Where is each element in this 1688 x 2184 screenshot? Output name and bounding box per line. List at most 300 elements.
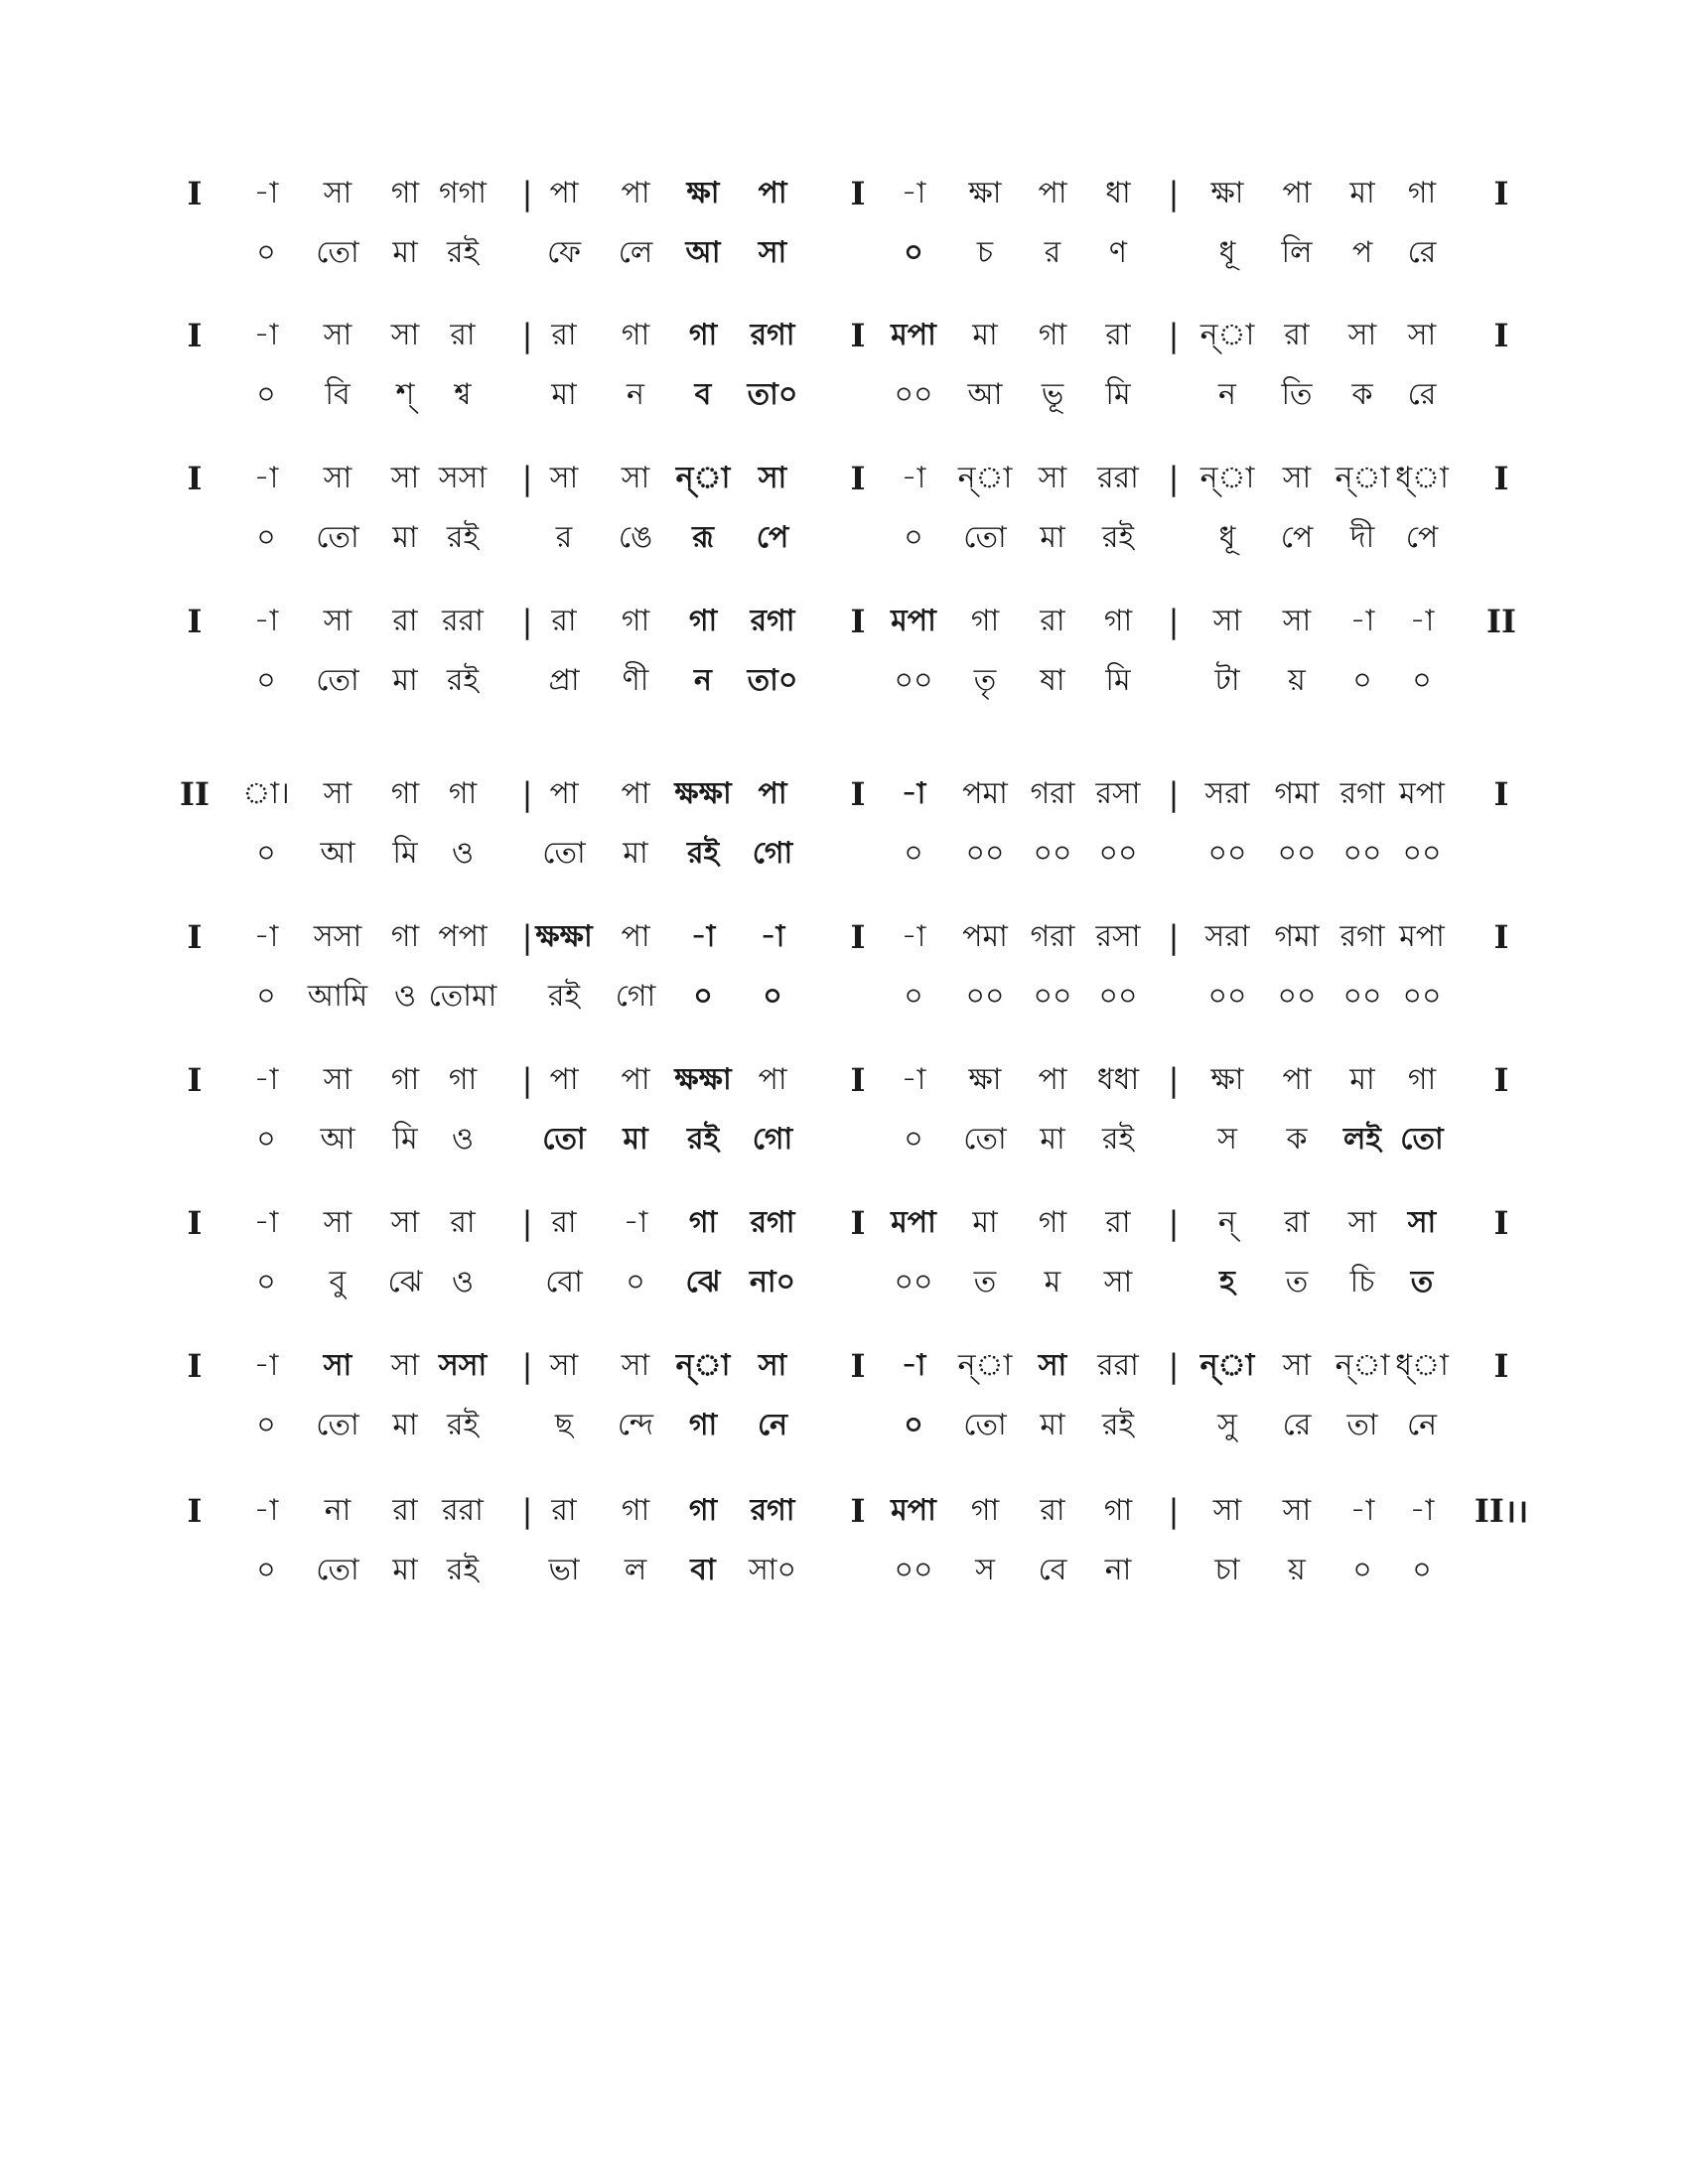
swara-note: পা [1038,1062,1067,1097]
bar-mark-start: II [180,775,210,813]
swara-note: ক্ষা [968,1062,1002,1097]
lyric-syllable: ০ [626,1265,645,1299]
lyric-syllable: ০ [904,235,923,270]
lyric-syllable: সু [1217,1408,1237,1442]
swara-note: ররা [442,1493,484,1528]
swara-note: পা [549,176,579,210]
lyric-syllable: তো [963,520,1007,555]
lyric-syllable: রই [686,1122,720,1157]
swara-note: গা [621,604,650,638]
swara-note: গরা [1030,776,1075,811]
lyric-syllable: ০ [256,235,276,270]
swara-note: রা [392,604,418,638]
lyric-syllable: ০০ [894,377,933,412]
swara-note: ধ্া [1395,1348,1449,1383]
lyric-syllable: ভা [548,1553,580,1587]
swara-note: সা [1407,318,1437,352]
swara-note: মা [972,1205,998,1240]
lyric-syllable: ০ [256,836,276,871]
lyric-syllable: রই [446,663,480,698]
swara-note: -া [1349,604,1375,638]
bar-mark-mid: I [850,1204,866,1242]
lyric-syllable: ০০ [1342,836,1382,871]
lyric-syllable: রই [547,979,581,1014]
lyric-syllable: ও [393,979,417,1014]
lyric-syllable: ফে [546,235,582,270]
lyric-syllable: র [1044,235,1061,270]
swara-note: -া [901,776,926,811]
lyric-syllable: শ্ [395,377,415,412]
measure-divider: | [1168,918,1180,956]
lyric-syllable: মা [1040,520,1065,555]
lyric-syllable: ন [1218,377,1236,412]
lyric-row [0,824,1688,884]
lyric-syllable: ০ [693,979,713,1014]
swara-note: গরা [1030,919,1075,954]
swara-note: সা [1282,1348,1312,1383]
swara-row [0,1481,1688,1541]
swara-note: সা [621,461,650,495]
lyric-syllable: ০ [256,663,276,698]
lyric-syllable: রে [1407,235,1437,270]
swara-note: গা [1103,1493,1133,1528]
lyric-syllable: পে [1405,520,1439,555]
swara-note: পা [621,776,650,811]
swara-note: গা [621,1493,650,1528]
bar-mark-start: I [187,460,203,497]
swara-row [0,764,1688,824]
lyric-syllable: লে [618,235,653,270]
lyric-syllable: তো [1400,1122,1444,1157]
bar-mark-start: I [187,603,203,640]
swara-note: গা [448,1062,478,1097]
lyric-syllable: রে [1282,1408,1312,1442]
swara-note: -া [901,461,926,495]
swara-note: রা [1105,1205,1131,1240]
swara-note: সা [323,1205,352,1240]
measure-divider: | [1168,317,1180,354]
lyric-syllable: ০ [904,520,923,555]
swara-note: মা [972,318,998,352]
swara-note: মা [1349,1062,1375,1097]
swara-note: রগা [1339,919,1385,954]
lyric-syllable: ০ [256,520,276,555]
lyric-syllable: র [555,520,573,555]
bar-mark-end: II [1486,603,1516,640]
lyric-syllable: মি [1105,377,1131,412]
swara-note: সা [390,318,420,352]
lyric-syllable: ত [1285,1265,1309,1299]
swara-note: সা [390,461,420,495]
swara-note: সরা [1204,919,1250,954]
lyric-syllable: না০ [749,1265,796,1299]
bar-mark-mid: I [850,1347,866,1385]
lyric-syllable: গা [688,1408,718,1442]
lyric-syllable: ০ [1352,663,1372,698]
swara-note: রা [1284,1205,1310,1240]
lyric-syllable: আ [320,836,355,871]
swara-row [0,592,1688,651]
measure-divider: | [521,603,533,640]
swara-row [0,1336,1688,1396]
lyric-row [0,1253,1688,1312]
lyric-syllable: মা [392,1408,418,1442]
swara-row [0,449,1688,508]
swara-note: গা [1407,176,1437,210]
lyric-syllable: তৃ [973,663,997,698]
swara-note: -া [901,176,926,210]
lyric-syllable: সা [758,235,787,270]
bar-mark-mid: I [850,317,866,354]
swara-note: -া [253,1348,279,1383]
swara-note: সা [1282,461,1312,495]
lyric-syllable: ০০ [1277,836,1317,871]
swara-note: গা [1407,1062,1437,1097]
swara-note: ন্া [1335,461,1390,495]
swara-note: মপা [891,318,936,352]
lyric-syllable: পে [756,520,789,555]
lyric-row [0,365,1688,425]
lyric-syllable: তো [316,520,359,555]
lyric-syllable: মি [392,836,418,871]
lyric-syllable: চ [976,235,994,270]
lyric-syllable: ০ [256,1265,276,1299]
bar-mark-end: I [1493,1347,1509,1385]
lyric-syllable: তা০ [747,377,798,412]
swara-note: সা [549,1348,579,1383]
lyric-syllable: বে [1038,1553,1067,1587]
swara-note: রগা [1339,776,1385,811]
lyric-syllable: তো [542,1122,586,1157]
swara-note: -া [253,461,279,495]
swara-note: গা [688,1493,718,1528]
swara-note: গমা [1274,919,1320,954]
lyric-syllable: আমি [307,979,368,1014]
lyric-syllable: রই [446,1553,480,1587]
swara-note: রগা [750,604,795,638]
swara-note: ধধা [1096,1062,1140,1097]
swara-note: ন্া [675,461,731,495]
lyric-syllable: লি [1281,235,1313,270]
swara-note: -া [1409,604,1435,638]
swara-note: ধা [1105,176,1131,210]
lyric-syllable: মা [392,235,418,270]
lyric-row [0,1110,1688,1169]
swara-note: সসা [438,1348,488,1383]
swara-note: গা [688,318,718,352]
lyric-syllable: ০০ [1033,836,1072,871]
lyric-syllable: ল [624,1553,647,1587]
lyric-syllable: ০০ [1277,979,1317,1014]
lyric-syllable: ও [451,1265,475,1299]
lyric-syllable: আ [320,1122,355,1157]
lyric-syllable: মা [392,520,418,555]
lyric-syllable: ত [973,1265,997,1299]
swara-row [0,1050,1688,1110]
swara-note: সা [1038,1348,1067,1383]
bar-mark-mid: I [850,1492,866,1530]
swara-row [0,306,1688,365]
lyric-syllable: রই [686,836,720,871]
swara-note: গগা [438,176,488,210]
lyric-syllable: ন্দে [617,1408,654,1442]
lyric-syllable: ভূ [1041,377,1064,412]
bar-mark-mid: I [850,918,866,956]
swara-note: ন্া [1335,1348,1390,1383]
swara-note: গা [970,604,1000,638]
lyric-syllable: ষা [1040,663,1065,698]
swara-note: সা [323,776,352,811]
swara-note: সা [390,1348,420,1383]
lyric-syllable: ন [627,377,644,412]
swara-note: সা [1282,604,1312,638]
swara-note: রা [1284,318,1310,352]
lyric-syllable: ০০ [1033,979,1072,1014]
lyric-syllable: না [1104,1553,1132,1587]
swara-note: রা [450,318,476,352]
swara-note: মপা [891,604,936,638]
lyric-syllable: রূ [692,520,714,555]
bar-mark-end: I [1493,775,1509,813]
lyric-syllable: ০০ [965,836,1005,871]
measure-divider: | [1168,1204,1180,1242]
swara-note: গমা [1274,776,1320,811]
swara-note: গা [390,1062,420,1097]
measure-divider: | [521,1347,533,1385]
lyric-syllable: ০০ [1342,979,1382,1014]
lyric-syllable: ধূ [1218,520,1236,555]
lyric-syllable: রই [446,1408,480,1442]
swara-note: রা [551,1493,577,1528]
lyric-syllable: ০০ [894,663,933,698]
lyric-syllable: ০ [256,979,276,1014]
swara-note: পা [549,1062,579,1097]
swara-note: ন্া [957,1348,1013,1383]
swara-note: রসা [1095,919,1141,954]
swara-note: পা [621,1062,650,1097]
swara-note: সা [621,1348,650,1383]
lyric-syllable: ঝে [387,1265,423,1299]
swara-note: সা [323,604,352,638]
measure-divider: | [521,775,533,813]
lyric-syllable: ০০ [1098,979,1138,1014]
swara-note: -া [253,318,279,352]
lyric-syllable: ০ [256,1553,276,1587]
measure-divider: | [521,317,533,354]
lyric-syllable: ও [451,1122,475,1157]
measure-divider: | [1168,775,1180,813]
measure-divider: | [1168,175,1180,212]
lyric-syllable: ম [1044,1265,1061,1299]
swara-note: গা [1103,604,1133,638]
lyric-syllable: ০ [904,979,923,1014]
swara-note: ররা [1097,1348,1139,1383]
swara-note: পা [621,176,650,210]
swara-note: পা [758,776,787,811]
lyric-syllable: ০ [1352,1553,1372,1587]
bar-mark-start: I [187,1204,203,1242]
lyric-syllable: রই [1101,1122,1135,1157]
swara-note: সা [1212,1493,1242,1528]
swara-note: রগা [750,1205,795,1240]
lyric-syllable: তা [1346,1408,1378,1442]
lyric-syllable: মি [1105,663,1131,698]
swara-note: ন্া [957,461,1013,495]
lyric-syllable: সা০ [748,1553,797,1587]
lyric-syllable: তো [963,1408,1007,1442]
lyric-row [0,223,1688,283]
measure-divider: | [1168,1347,1180,1385]
swara-note: পপা [438,919,488,954]
bar-mark-start: I [187,175,203,212]
measure-divider: | [1168,603,1180,640]
swara-note: -া [253,604,279,638]
swara-row [0,907,1688,967]
lyric-syllable: মা [1040,1408,1065,1442]
lyric-syllable: মা [623,1122,648,1157]
lyric-syllable: ০০ [1402,979,1442,1014]
lyric-syllable: তো [316,663,359,698]
swara-note: -া [760,919,785,954]
swara-note: রা [450,1205,476,1240]
lyric-syllable: ছ [554,1408,574,1442]
swara-note: গা [970,1493,1000,1528]
bar-mark-mid: I [850,775,866,813]
lyric-syllable: ০ [256,1408,276,1442]
swara-note: গা [688,604,718,638]
swara-note: রগা [750,1493,795,1528]
lyric-syllable: নে [1406,1408,1438,1442]
swara-note: ন্া [675,1348,731,1383]
bar-mark-end: I [1493,1061,1509,1099]
lyric-syllable: য় [1288,663,1306,698]
swara-note: ন্া [1199,1348,1255,1383]
bar-mark-end: I [1493,460,1509,497]
swara-note: রা [1040,604,1065,638]
lyric-syllable: তো [542,836,586,871]
lyric-syllable: তো [316,235,359,270]
lyric-syllable: স [1217,1122,1237,1157]
lyric-row [0,1396,1688,1455]
swara-note: পা [758,1062,787,1097]
swara-note: সা [1212,604,1242,638]
swara-note: ক্ষক্ষা [674,776,732,811]
lyric-syllable: ০০ [894,1265,933,1299]
lyric-syllable: বো [545,1265,583,1299]
lyric-syllable: ০০ [1207,979,1247,1014]
swara-note: গা [621,318,650,352]
swara-note: সা [1282,1493,1312,1528]
lyric-syllable: মি [392,1122,418,1157]
lyric-row [0,651,1688,711]
lyric-syllable: ০ [256,377,276,412]
lyric-syllable: লই [1343,1122,1381,1157]
swara-note: -া [253,1493,279,1528]
swara-note: সা [323,1062,352,1097]
swara-note: সা [323,176,352,210]
bar-mark-end: I [1493,317,1509,354]
swara-note: -া [901,1348,926,1383]
lyric-syllable: ০ [904,1408,923,1442]
bar-mark-start: I [187,1492,203,1530]
swara-note: সা [549,461,579,495]
lyric-syllable: মা [551,377,577,412]
lyric-syllable: তো [963,1122,1007,1157]
swara-note: গা [1038,1205,1067,1240]
swara-note: রা [551,1205,577,1240]
lyric-syllable: রই [446,520,480,555]
swara-note: সা [390,1205,420,1240]
swara-row [0,1193,1688,1253]
bar-mark-end: I [1493,175,1509,212]
swara-note: সা [758,461,787,495]
lyric-syllable: মা [1040,1122,1065,1157]
swara-note: সরা [1204,776,1250,811]
swara-note: রা [392,1493,418,1528]
lyric-syllable: ০ [904,836,923,871]
swara-note: ক্ষা [1210,1062,1244,1097]
lyric-syllable: ০ [1412,663,1432,698]
measure-divider: | [521,1492,533,1530]
swara-note: সা [323,318,352,352]
swara-note: -া [690,919,716,954]
lyric-syllable: আ [967,377,1003,412]
lyric-syllable: ০ [904,1122,923,1157]
lyric-syllable: ০০ [894,1553,933,1587]
lyric-syllable: প্রা [548,663,580,698]
bar-mark-end: II।। [1474,1492,1529,1530]
lyric-syllable: রই [1101,1408,1135,1442]
lyric-syllable: সা [1103,1265,1133,1299]
bar-mark-start: I [187,918,203,956]
swara-note: সা [1347,1205,1377,1240]
lyric-syllable: শ্ব [454,377,472,412]
swara-note: সা [1347,318,1377,352]
lyric-syllable: ক [1286,1122,1308,1157]
swara-note: গা [390,176,420,210]
swara-note: সা [1407,1205,1437,1240]
swara-note: না [324,1493,352,1528]
lyric-syllable: ণ [1108,235,1128,270]
swara-note: গা [390,776,420,811]
swara-note: পা [549,776,579,811]
swara-note: -া [253,1062,279,1097]
swara-note: ররা [442,604,484,638]
swara-note: ররা [1097,461,1139,495]
swara-note: গা [688,1205,718,1240]
lyric-syllable: ত [1410,1265,1434,1299]
swara-note: মপা [1399,919,1445,954]
swara-note: গা [448,776,478,811]
lyric-row [0,1541,1688,1600]
lyric-row [0,508,1688,568]
swara-note: পা [1038,176,1067,210]
measure-divider: | [1168,460,1180,497]
swara-note: গা [390,919,420,954]
swara-note: পা [621,919,650,954]
lyric-syllable: নে [757,1408,788,1442]
swara-note: পা [758,176,787,210]
lyric-syllable: গো [615,979,656,1014]
lyric-syllable: গো [752,836,793,871]
bar-mark-start: I [187,1061,203,1099]
swara-note: -া [901,919,926,954]
swara-note: রা [551,318,577,352]
swara-note: পা [1282,1062,1312,1097]
lyric-syllable: ০ [1412,1553,1432,1587]
swara-note: -া [253,176,279,210]
bar-mark-start: I [187,317,203,354]
